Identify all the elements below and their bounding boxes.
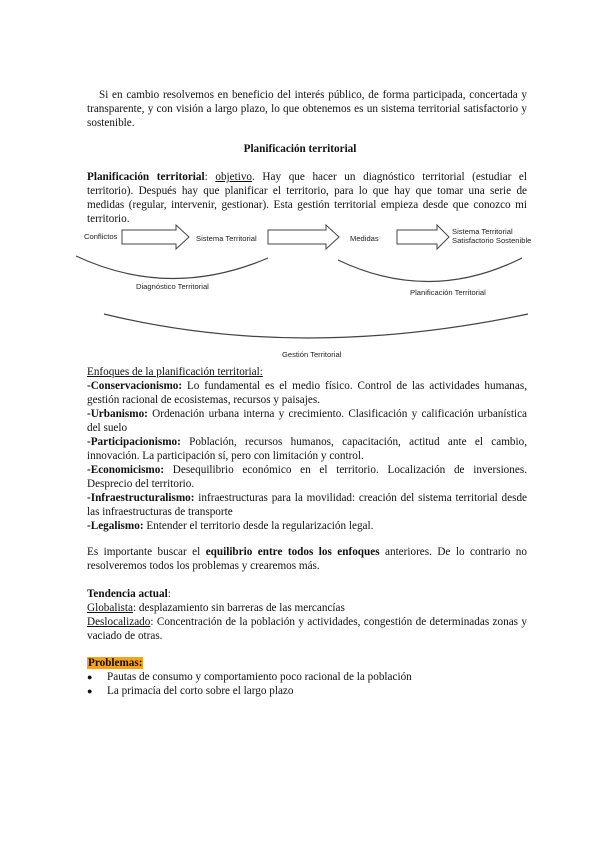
problems-heading	[87, 656, 527, 670]
definition-text: . Hay que hacer un diagnóstico territorial (estudiar el territorio). Después hay que planificar el territorio, para lo que hay que tomar una serie de medidas (regular, intervenir, gestionar). Esta gestión territorial empieza desde que conozco mi territorio.	[87, 171, 528, 225]
problem-text-0: Pautas de consumo y comportamiento poco racional de la población	[107, 671, 412, 683]
definition-sep: :	[204, 171, 216, 183]
bullet-icon: ●	[87, 672, 93, 682]
approach-text-0: Lo fundamental es el medio físico. Control de las actividades humanas, gestión racional de ecosistemas, recursos y paisajes.	[87, 380, 527, 406]
trend-text-0: : desplazamiento sin barreras de las mercancías	[133, 602, 345, 614]
problem-text-1: La primacía del corto sobre el largo plazo	[107, 685, 294, 697]
balance-bold: equilibrio entre todos los enfoques	[205, 546, 380, 558]
arc-gestion	[104, 314, 528, 338]
step-medidas: Medidas	[350, 234, 379, 243]
approaches-section	[87, 365, 527, 533]
approach-name-3: -Economicismo:	[87, 464, 165, 476]
balance-paragraph	[87, 545, 527, 573]
trend-section	[87, 587, 527, 643]
phase-gestion: Gestión Territorial	[282, 350, 342, 359]
intro-paragraph: Si en cambio resolvemos en beneficio del interés público, de forma participada, concertada y transparente, y con visión a largo plazo, lo que obtenemos es un sistema territorial satisfactorio y sostenible.	[87, 89, 527, 129]
approach-text-1: Ordenación urbana interna y crecimiento. Clasificación y calificación urbanística del suelo	[87, 408, 527, 434]
approach-text-5: Entender el territorio desde la regularización legal.	[143, 520, 374, 532]
approach-item	[87, 491, 527, 519]
list-item	[87, 670, 527, 684]
balance-post: anteriores. De lo contrario no resolveremos todos los problemas y crearemos más.	[87, 546, 527, 572]
approach-name-4: -Infraestructuralismo:	[87, 492, 195, 504]
trend-title: Tendencia actual	[87, 588, 168, 600]
step-sistema-territorial: Sistema Territorial	[196, 234, 257, 243]
step-satisfactorio-sostenible: Satisfactorio Sostenible	[452, 236, 532, 245]
trend-term-1: Deslocalizado	[87, 616, 151, 628]
trend-text-1: : Concentración de la población y actividades, congestión de determinadas zonas y vaciado de otras.	[87, 616, 527, 642]
trend-term-0: Globalista	[87, 602, 133, 614]
step-sistema-territorial-final: Sistema Territorial	[452, 227, 513, 236]
approach-item	[87, 519, 527, 533]
phase-diagnostico: Diagnóstico Territorial	[136, 282, 209, 291]
phase-planificacion: Planificación Territorial	[410, 288, 486, 297]
definition-paragraph	[87, 170, 527, 226]
planning-diagram	[0, 222, 600, 362]
bullet-icon: ●	[87, 686, 93, 696]
approach-item	[87, 407, 527, 435]
approach-item	[87, 463, 527, 491]
arrow-1	[122, 225, 189, 249]
approach-text-2: Población, recursos humanos, capacitación, actitud ante el cambio, innovación. La participación sí, pero con limitación y control.	[87, 436, 527, 462]
problems-title: Problemas:	[88, 657, 143, 669]
arrow-3	[397, 225, 449, 249]
approach-item	[87, 379, 527, 407]
balance-pre: Es importante buscar el	[87, 546, 206, 558]
trend-item	[87, 615, 527, 643]
list-item	[87, 684, 527, 698]
definition-term: Planificación territorial	[87, 171, 205, 183]
problems-list	[87, 670, 527, 698]
problems-section	[87, 656, 527, 698]
trend-colon: :	[167, 588, 171, 600]
trend-item	[87, 601, 527, 615]
definition-keyword: objetivo	[215, 171, 253, 183]
arc-diagnostico	[76, 256, 268, 279]
approaches-heading: Enfoques de la planificación territorial:	[87, 366, 263, 378]
approach-name-5: -Legalismo:	[87, 520, 144, 532]
arrow-2	[268, 225, 339, 249]
approach-item	[87, 435, 527, 463]
arc-planificacion	[338, 258, 522, 282]
trend-heading	[87, 587, 527, 601]
approach-text-4: infraestructuras para la movilidad: creación del sistema territorial desde las infraestructuras de transporte	[87, 492, 527, 518]
approach-name-2: -Participacionismo:	[87, 436, 181, 448]
approach-name-1: -Urbanismo:	[87, 408, 148, 420]
approach-name-0: -Conservacionismo:	[87, 380, 183, 392]
step-conflictos: Conflictos	[84, 232, 118, 241]
approach-text-3: Desequilibrio económico en el territorio. Localización de inversiones. Desprecio del territorio.	[87, 464, 527, 490]
section-title: Planificación territorial	[243, 143, 357, 155]
